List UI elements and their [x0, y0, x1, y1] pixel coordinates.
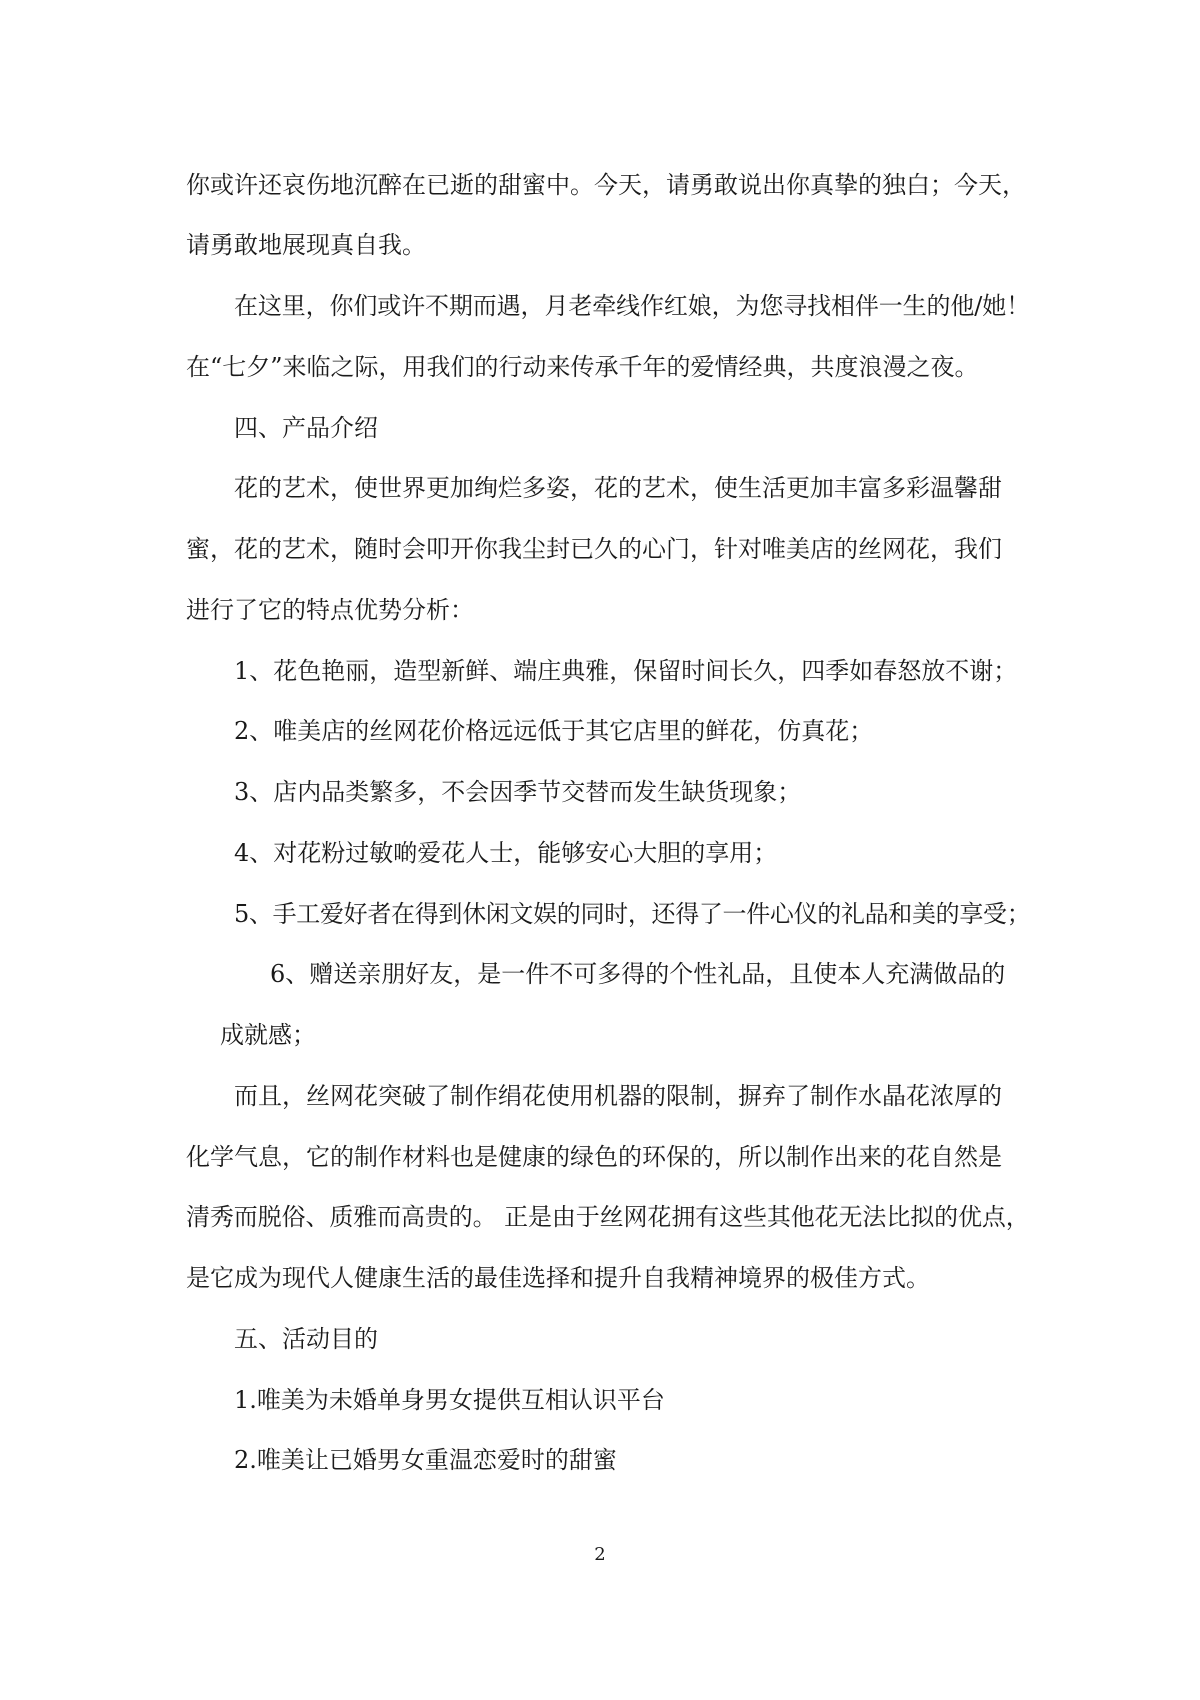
- feature-point-5: 5、手工爱好者在得到休闲文娱的同时，还得了一件心仪的礼品和美的享受；: [234, 900, 1031, 928]
- feature-point-3: 3、店内品类繁多，不会因季节交替而发生缺货现象；: [234, 778, 802, 806]
- page-number: 2: [594, 1544, 606, 1565]
- intro-paragraph-line: 请勇敢地展现真自我。: [186, 231, 426, 259]
- moreover-paragraph-line: 化学气息，它的制作材料也是健康的绿色的环保的，所以制作出来的花自然是: [186, 1143, 1002, 1171]
- meet-paragraph-line: 在“七夕”来临之际，用我们的行动来传承千年的爱情经典，共度浪漫之夜。: [186, 353, 979, 381]
- moreover-paragraph-line: 是它成为现代人健康生活的最佳选择和提升自我精神境界的极佳方式。: [186, 1264, 930, 1292]
- feature-point-6: 6、赠送亲朋好友，是一件不可多得的个性礼品，且使本人充满做品的: [270, 960, 1006, 988]
- moreover-paragraph-line: 而且，丝网花突破了制作绢花使用机器的限制，摒弃了制作水晶花浓厚的: [234, 1082, 1002, 1110]
- meet-paragraph-line: 在这里，你们或许不期而遇，月老牵线作红娘，为您寻找相伴一生的他/她！: [234, 292, 1031, 320]
- moreover-paragraph-line: 清秀而脱俗、质雅而高贵的。 正是由于丝网花拥有这些其他花无法比拟的优点，: [186, 1203, 1030, 1231]
- section-heading-products: 四、产品介绍: [234, 414, 378, 442]
- feature-point-1: 1、花色艳丽，造型新鲜、端庄典雅，保留时间长久，四季如春怒放不谢；: [234, 657, 1018, 685]
- section-heading-goals: 五、活动目的: [234, 1325, 378, 1353]
- feature-point-2: 2、唯美店的丝网花价格远远低于其它店里的鲜花，仿真花；: [234, 717, 874, 745]
- goal-item-2: 2.唯美让已婚男女重温恋爱时的甜蜜: [234, 1446, 617, 1474]
- feature-point-6-continued: 成就感；: [220, 1021, 316, 1049]
- intro-paragraph-line: 你或许还哀伤地沉醉在已逝的甜蜜中。今天，请勇敢说出你真挚的独白；今天，: [186, 171, 1026, 199]
- goal-item-1: 1.唯美为未婚单身男女提供互相认识平台: [234, 1386, 665, 1414]
- art-paragraph-line: 花的艺术，使世界更加绚烂多姿，花的艺术，使生活更加丰富多彩温馨甜: [234, 474, 1002, 502]
- feature-point-4: 4、对花粉过敏啲爱花人士，能够安心大胆的享用；: [234, 839, 778, 867]
- art-paragraph-line: 蜜，花的艺术，随时会叩开你我尘封已久的心门，针对唯美店的丝网花，我们: [186, 535, 1002, 563]
- art-paragraph-line: 进行了它的特点优势分析：: [186, 596, 474, 624]
